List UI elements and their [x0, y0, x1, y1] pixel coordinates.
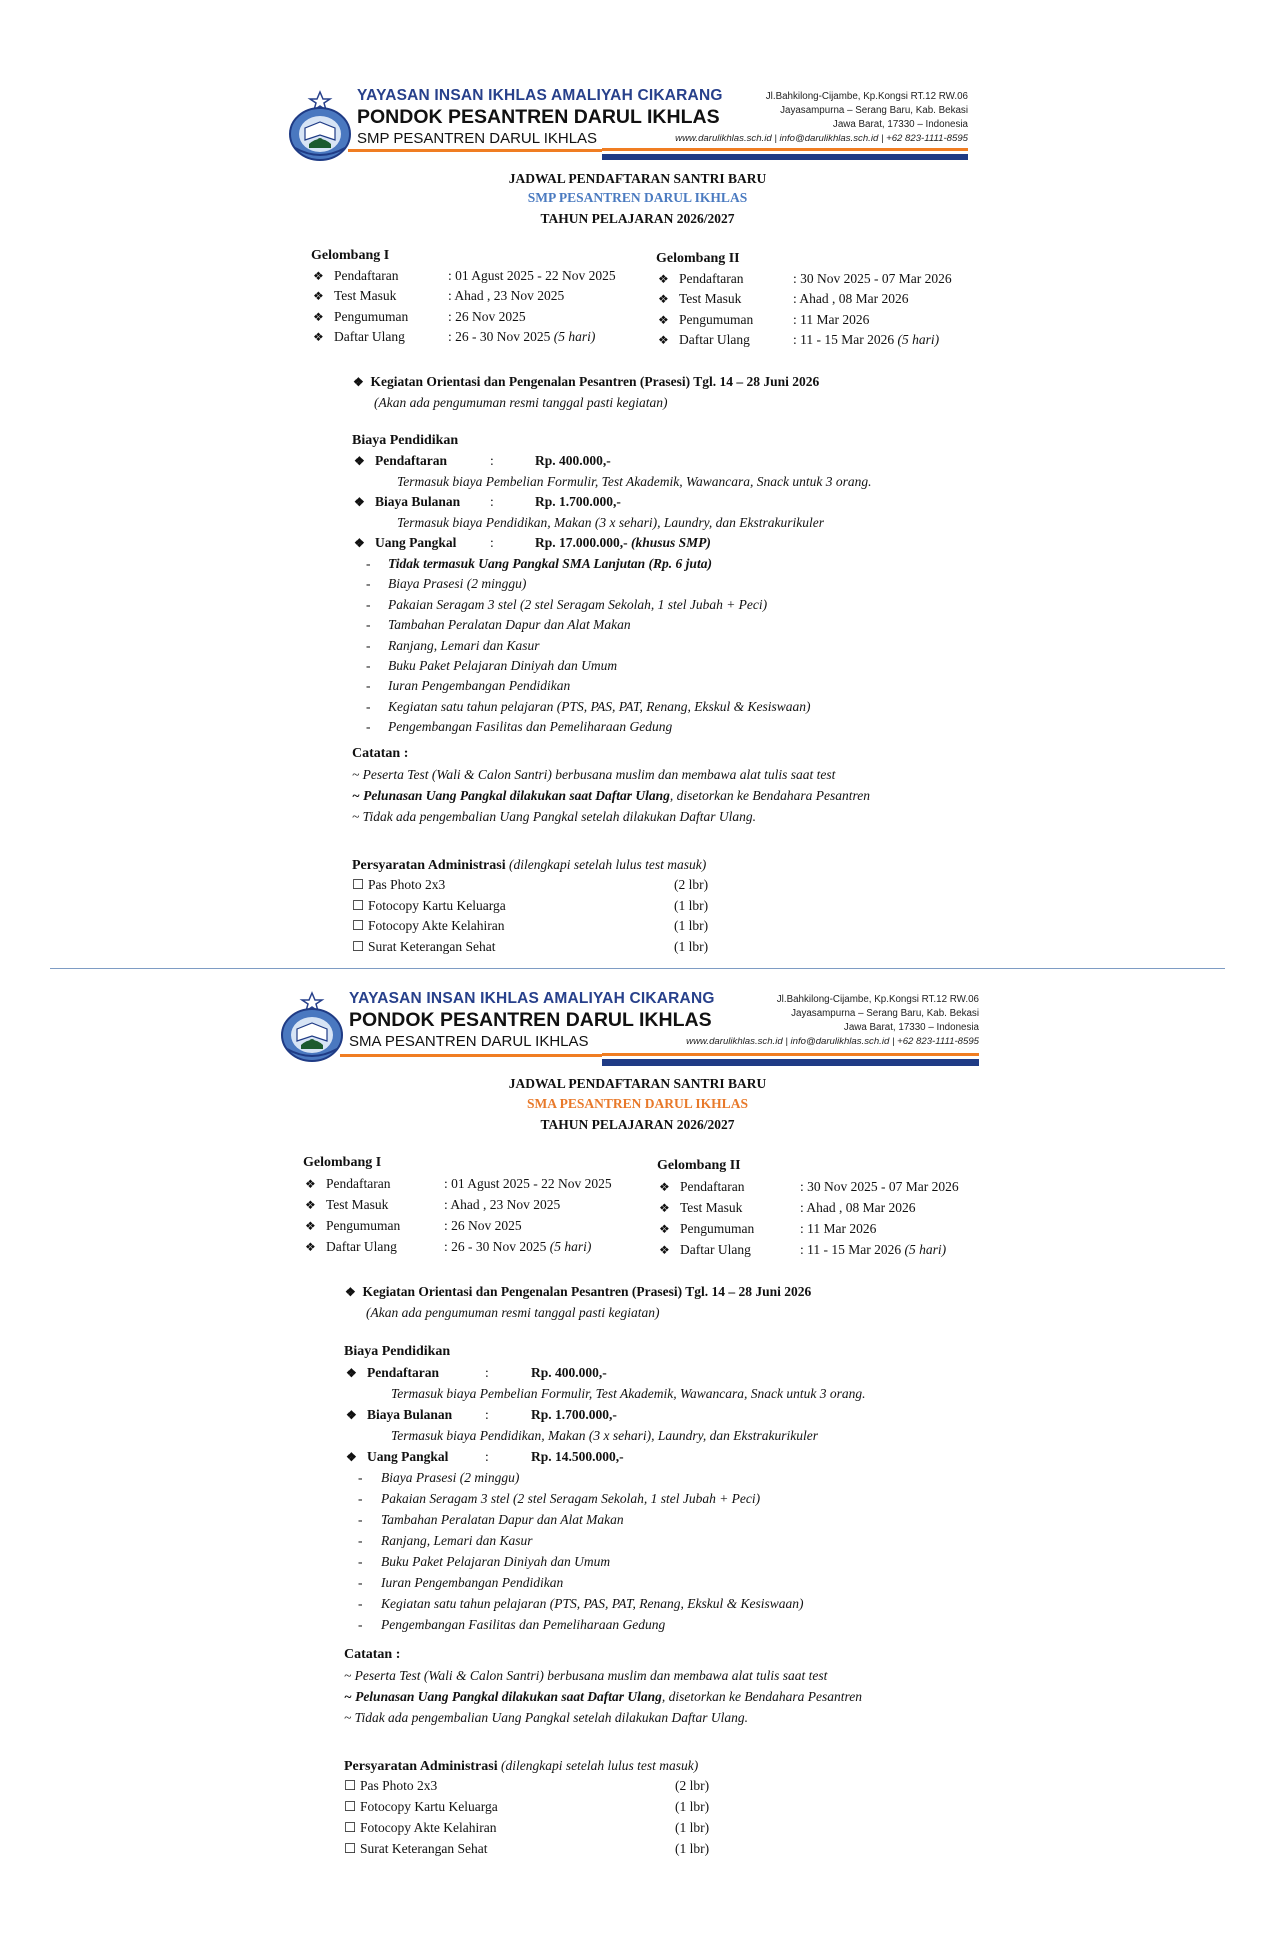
- persyaratan-item-label: Surat Keterangan Sehat: [360, 1841, 488, 1856]
- persyaratan-note: (dilengkapi setelah lulus test masuk): [497, 1758, 699, 1773]
- gelombang2-value-text: : 11 - 15 Mar 2026: [800, 1242, 902, 1257]
- header-bar-orange: [340, 1054, 602, 1057]
- gelombang1-value: : 26 Nov 2025: [448, 309, 526, 324]
- catatan-line3: ~ Tidak ada pengembalian Uang Pangkal setelah dilakukan Daftar Ulang.: [352, 809, 757, 824]
- biaya-bulanan-label: Biaya Bulanan: [367, 1407, 453, 1422]
- diamond-bullet-icon: ❖: [354, 495, 365, 509]
- persyaratan-note: (dilengkapi setelah lulus test masuk): [505, 857, 707, 872]
- persyaratan-item-label: Fotocopy Kartu Keluarga: [368, 898, 506, 913]
- persyaratan-item-label: Surat Keterangan Sehat: [368, 939, 496, 954]
- gelombang1-row: [313, 268, 324, 284]
- page-divider: [50, 968, 1225, 969]
- checkbox-icon: ☐: [344, 1778, 357, 1793]
- persyaratan-item-label: Fotocopy Akte Kelahiran: [368, 918, 505, 933]
- checkbox-icon: ☐: [344, 1820, 357, 1835]
- list-dash: -: [366, 658, 371, 673]
- list-item: Pengembangan Fasilitas dan Pemeliharaan Gedung: [388, 719, 673, 734]
- list-dash: -: [358, 1596, 363, 1611]
- biaya-pangkal-amount: Rp. 14.500.000,-: [531, 1449, 624, 1464]
- persyaratan-heading: Persyaratan Administrasi: [352, 858, 506, 873]
- gelombang2-row: [659, 1242, 670, 1258]
- gelombang1-row: [305, 1197, 316, 1213]
- gelombang1-value-text: : 26 - 30 Nov 2025: [448, 329, 551, 344]
- biaya-bulanan-amount: Rp. 1.700.000,-: [535, 494, 621, 509]
- biaya-pendaftaran-desc: Termasuk biaya Pembelian Formulir, Test Akademik, Wawancara, Snack untuk 3 orang.: [397, 474, 872, 489]
- gelombang1-label: Pendaftaran: [334, 268, 399, 283]
- gelombang1-note: (5 hari): [553, 329, 596, 344]
- checkbox-icon: ☐: [352, 877, 365, 892]
- address-line1: Jl.Bahkilong-Cijambe, Kp.Kongsi RT.12 RW.06: [776, 994, 979, 1005]
- address-line2: Jayasampurna – Serang Baru, Kab. Bekasi: [780, 105, 968, 116]
- persyaratan-item-qty: (1 lbr): [674, 918, 709, 933]
- doc-title-line1: JADWAL PENDAFTARAN SANTRI BARU: [508, 171, 767, 186]
- biaya-pangkal-label: Uang Pangkal: [375, 535, 457, 550]
- list-item: Iuran Pengembangan Pendidikan: [388, 678, 571, 693]
- diamond-bullet-icon: ❖: [346, 1450, 357, 1464]
- biaya-pendaftaran-desc: Termasuk biaya Pembelian Formulir, Test Akademik, Wawancara, Snack untuk 3 orang.: [391, 1386, 866, 1401]
- gelombang2-row: [659, 1200, 670, 1216]
- diamond-bullet-icon: ❖: [353, 375, 364, 389]
- diamond-bullet-icon: ❖: [659, 1201, 670, 1215]
- diamond-bullet-icon: ❖: [658, 333, 669, 347]
- orientasi-text: Kegiatan Orientasi dan Pengenalan Pesantren (Prasesi) Tgl. 14 – 28 Juni 2026: [362, 1284, 812, 1299]
- diamond-bullet-icon: ❖: [354, 454, 365, 468]
- diamond-bullet-icon: ❖: [658, 313, 669, 327]
- list-item: Tidak termasuk Uang Pangkal SMA Lanjutan (Rp. 6 juta): [388, 556, 712, 571]
- gelombang2-value: : Ahad , 08 Mar 2026: [800, 1200, 916, 1215]
- header-bar-orange: [348, 149, 602, 152]
- list-item: Pakaian Seragam 3 stel (2 stel Seragam Sekolah, 1 stel Jubah + Peci): [388, 597, 768, 612]
- org-line2: PONDOK PESANTREN DARUL IKHLAS: [349, 1009, 712, 1031]
- address-line3: Jawa Barat, 17330 – Indonesia: [832, 119, 968, 130]
- org-line3: SMP PESANTREN DARUL IKHLAS: [357, 130, 598, 147]
- list-dash: -: [358, 1512, 363, 1527]
- org-line3: SMA PESANTREN DARUL IKHLAS: [349, 1033, 589, 1050]
- gelombang1-value: : 01 Agust 2025 - 22 Nov 2025: [448, 268, 616, 283]
- address-line2: Jayasampurna – Serang Baru, Kab. Bekasi: [791, 1008, 979, 1019]
- gelombang2-value: : Ahad , 08 Mar 2026: [793, 291, 909, 306]
- list-item: Pengembangan Fasilitas dan Pemeliharaan Gedung: [381, 1617, 666, 1632]
- biaya-pendaftaran-amount: Rp. 400.000,-: [535, 453, 611, 468]
- list-item: Kegiatan satu tahun pelajaran (PTS, PAS, PAT, Renang, Ekskul & Kesiswaan): [388, 699, 811, 714]
- diamond-bullet-icon: ❖: [345, 1285, 356, 1299]
- gelombang2-value: : 11 Mar 2026: [793, 312, 870, 327]
- gelombang1-label: Test Masuk: [326, 1197, 389, 1212]
- gelombang1-heading: Gelombang I: [311, 248, 390, 263]
- gelombang2-row: [659, 1179, 670, 1195]
- list-item: Biaya Prasesi (2 minggu): [388, 576, 527, 591]
- contact-line: www.darulikhlas.sch.id | info@darulikhlas.sch.id | +62 823-1111-8595: [686, 1036, 979, 1047]
- catatan-line1: ~ Peserta Test (Wali & Calon Santri) berbusana muslim dan membawa alat tulis saat test: [352, 767, 836, 782]
- biaya-pendaftaran-amount: Rp. 400.000,-: [531, 1365, 607, 1380]
- gelombang2-label: Daftar Ulang: [680, 1242, 751, 1257]
- biaya-pendaftaran-label: Pendaftaran: [367, 1365, 439, 1380]
- list-dash: -: [366, 638, 371, 653]
- catatan-line2-bold: ~ Pelunasan Uang Pangkal dilakukan saat Daftar Ulang: [344, 1689, 662, 1704]
- gelombang1-value: [444, 1239, 591, 1255]
- biaya-pendaftaran-colon: :: [490, 453, 494, 468]
- biaya-pangkal-amount-wrap: [535, 535, 711, 551]
- gelombang1-value: : 01 Agust 2025 - 22 Nov 2025: [444, 1176, 612, 1191]
- list-dash: -: [358, 1617, 363, 1632]
- doc-title-line2: SMP PESANTREN DARUL IKHLAS: [527, 190, 748, 205]
- gelombang2-note: (5 hari): [897, 332, 940, 347]
- org-line1: YAYASAN INSAN IKHLAS AMALIYAH CIKARANG: [349, 990, 715, 1007]
- school-logo-emblem: [287, 88, 353, 164]
- gelombang1-label: Pengumuman: [334, 309, 409, 324]
- list-item: Tambahan Peralatan Dapur dan Alat Makan: [388, 617, 631, 632]
- diamond-bullet-icon: ❖: [658, 292, 669, 306]
- gelombang2-heading: Gelombang II: [657, 1158, 741, 1173]
- list-item: Kegiatan satu tahun pelajaran (PTS, PAS, PAT, Renang, Ekskul & Kesiswaan): [381, 1596, 804, 1611]
- biaya-bulanan-label: Biaya Bulanan: [375, 494, 461, 509]
- diamond-bullet-icon: ❖: [659, 1243, 670, 1257]
- diamond-bullet-icon: ❖: [659, 1222, 670, 1236]
- diamond-bullet-icon: ❖: [305, 1198, 316, 1212]
- gelombang1-label: Daftar Ulang: [326, 1239, 397, 1254]
- list-dash: -: [358, 1470, 363, 1485]
- biaya-pangkal-amount: Rp. 17.000.000,-: [535, 535, 628, 550]
- catatan-line3: ~ Tidak ada pengembalian Uang Pangkal setelah dilakukan Daftar Ulang.: [344, 1710, 749, 1725]
- list-dash: -: [366, 597, 371, 612]
- gelombang2-label: Pengumuman: [680, 1221, 755, 1236]
- list-dash: -: [366, 556, 371, 571]
- gelombang2-row: [658, 271, 669, 287]
- persyaratan-heading: Persyaratan Administrasi: [344, 1759, 498, 1774]
- gelombang1-value-text: : 26 - 30 Nov 2025: [444, 1239, 547, 1254]
- gelombang2-row: [659, 1221, 670, 1237]
- gelombang2-label: Pendaftaran: [679, 271, 744, 286]
- biaya-pendaftaran-row: [354, 453, 365, 469]
- list-dash: -: [366, 617, 371, 632]
- gelombang2-label: Test Masuk: [680, 1200, 743, 1215]
- diamond-bullet-icon: ❖: [305, 1177, 316, 1191]
- persyaratan-item-qty: (2 lbr): [675, 1778, 710, 1793]
- gelombang1-value: [448, 329, 595, 345]
- gelombang1-note: (5 hari): [549, 1239, 592, 1254]
- diamond-bullet-icon: ❖: [659, 1180, 670, 1194]
- persyaratan-item-label: Pas Photo 2x3: [368, 877, 446, 892]
- orientasi-line: [345, 1284, 811, 1300]
- gelombang1-label: Test Masuk: [334, 288, 397, 303]
- address-line3: Jawa Barat, 17330 – Indonesia: [843, 1022, 979, 1033]
- biaya-bulanan-amount: Rp. 1.700.000,-: [531, 1407, 617, 1422]
- checkbox-icon: ☐: [352, 918, 365, 933]
- doc-title-line1: JADWAL PENDAFTARAN SANTRI BARU: [508, 1076, 767, 1091]
- persyaratan-heading-row: [344, 1757, 698, 1775]
- persyaratan-item-qty: (1 lbr): [675, 1820, 710, 1835]
- school-logo-emblem: [279, 989, 345, 1065]
- biaya-pangkal-row: [354, 535, 365, 551]
- gelombang2-label: Test Masuk: [679, 291, 742, 306]
- gelombang1-row: [305, 1218, 316, 1234]
- header-bar-blue: [602, 1059, 979, 1066]
- gelombang2-value: : 11 Mar 2026: [800, 1221, 877, 1236]
- catatan-line2: [352, 788, 870, 804]
- list-item: Buku Paket Pelajaran Diniyah dan Umum: [381, 1554, 611, 1569]
- gelombang1-row: [313, 329, 324, 345]
- diamond-bullet-icon: ❖: [354, 536, 365, 550]
- gelombang2-value-text: : 11 - 15 Mar 2026: [793, 332, 895, 347]
- catatan-line1: ~ Peserta Test (Wali & Calon Santri) berbusana muslim dan membawa alat tulis saat test: [344, 1668, 828, 1683]
- gelombang2-label: Pendaftaran: [680, 1179, 745, 1194]
- gelombang2-value: [793, 332, 939, 348]
- biaya-pangkal-extra: (khusus SMP): [627, 535, 711, 550]
- list-dash: -: [366, 678, 371, 693]
- persyaratan-item-qty: (1 lbr): [674, 939, 709, 954]
- catatan-line2-bold: ~ Pelunasan Uang Pangkal dilakukan saat Daftar Ulang: [352, 788, 670, 803]
- list-dash: -: [358, 1554, 363, 1569]
- org-line2: PONDOK PESANTREN DARUL IKHLAS: [357, 106, 720, 128]
- biaya-bulanan-desc: Termasuk biaya Pendidikan, Makan (3 x sehari), Laundry, dan Ekstrakurikuler: [391, 1428, 818, 1443]
- persyaratan-item-qty: (1 lbr): [675, 1799, 710, 1814]
- persyaratan-item-qty: (2 lbr): [674, 877, 709, 892]
- gelombang2-value: [800, 1242, 946, 1258]
- diamond-bullet-icon: ❖: [305, 1240, 316, 1254]
- diamond-bullet-icon: ❖: [346, 1366, 357, 1380]
- persyaratan-heading-row: [352, 856, 706, 874]
- list-dash: -: [358, 1491, 363, 1506]
- list-dash: -: [366, 699, 371, 714]
- orientasi-note: (Akan ada pengumuman resmi tanggal pasti kegiatan): [366, 1305, 660, 1320]
- persyaratan-item-qty: (1 lbr): [674, 898, 709, 913]
- list-item: Ranjang, Lemari dan Kasur: [381, 1533, 533, 1548]
- list-item: Ranjang, Lemari dan Kasur: [388, 638, 540, 653]
- gelombang1-label: Pendaftaran: [326, 1176, 391, 1191]
- diamond-bullet-icon: ❖: [313, 330, 324, 344]
- org-line1: YAYASAN INSAN IKHLAS AMALIYAH CIKARANG: [357, 87, 723, 104]
- catatan-heading: Catatan :: [344, 1647, 401, 1662]
- gelombang2-label: Pengumuman: [679, 312, 754, 327]
- gelombang2-note: (5 hari): [904, 1242, 947, 1257]
- gelombang1-value: : Ahad , 23 Nov 2025: [448, 288, 565, 303]
- biaya-heading: Biaya Pendidikan: [344, 1344, 451, 1359]
- biaya-bulanan-colon: :: [485, 1407, 489, 1422]
- diamond-bullet-icon: ❖: [346, 1408, 357, 1422]
- list-dash: -: [366, 719, 371, 734]
- gelombang2-heading: Gelombang II: [656, 251, 740, 266]
- header-bar-blue: [602, 154, 968, 160]
- gelombang1-row: [305, 1176, 316, 1192]
- biaya-pangkal-amount-wrap: [531, 1449, 624, 1465]
- persyaratan-item-label: Pas Photo 2x3: [360, 1778, 438, 1793]
- gelombang1-value: : 26 Nov 2025: [444, 1218, 522, 1233]
- checkbox-icon: ☐: [344, 1841, 357, 1856]
- list-dash: -: [366, 576, 371, 591]
- catatan-line2-rest: , disetorkan ke Bendahara Pesantren: [661, 1689, 862, 1704]
- gelombang2-value: : 30 Nov 2025 - 07 Mar 2026: [793, 271, 952, 286]
- diamond-bullet-icon: ❖: [313, 289, 324, 303]
- biaya-pangkal-row: [346, 1449, 357, 1465]
- gelombang2-row: [658, 291, 669, 307]
- contact-line: www.darulikhlas.sch.id | info@darulikhlas.sch.id | +62 823-1111-8595: [675, 133, 968, 144]
- list-item: Iuran Pengembangan Pendidikan: [381, 1575, 564, 1590]
- catatan-line2-rest: , disetorkan ke Bendahara Pesantren: [669, 788, 870, 803]
- list-item: Buku Paket Pelajaran Diniyah dan Umum: [388, 658, 618, 673]
- persyaratan-item-qty: (1 lbr): [675, 1841, 710, 1856]
- orientasi-text: Kegiatan Orientasi dan Pengenalan Pesantren (Prasesi) Tgl. 14 – 28 Juni 2026: [370, 374, 820, 389]
- persyaratan-item-label: Fotocopy Akte Kelahiran: [360, 1820, 497, 1835]
- gelombang1-heading: Gelombang I: [303, 1155, 382, 1170]
- biaya-bulanan-row: [354, 494, 365, 510]
- biaya-bulanan-colon: :: [490, 494, 494, 509]
- biaya-pangkal-label: Uang Pangkal: [367, 1449, 449, 1464]
- diamond-bullet-icon: ❖: [313, 269, 324, 283]
- diamond-bullet-icon: ❖: [658, 272, 669, 286]
- header-bar-orange-thin: [602, 148, 968, 151]
- persyaratan-item-label: Fotocopy Kartu Keluarga: [360, 1799, 498, 1814]
- header-bar-orange-thin: [602, 1053, 979, 1056]
- biaya-bulanan-desc: Termasuk biaya Pendidikan, Makan (3 x sehari), Laundry, dan Ekstrakurikuler: [397, 515, 824, 530]
- gelombang1-row: [313, 288, 324, 304]
- catatan-line2: [344, 1689, 862, 1705]
- doc-title-line3: TAHUN PELAJARAN 2026/2027: [540, 1117, 735, 1132]
- doc-title-line2: SMA PESANTREN DARUL IKHLAS: [527, 1096, 748, 1111]
- gelombang2-value: : 30 Nov 2025 - 07 Mar 2026: [800, 1179, 959, 1194]
- biaya-heading: Biaya Pendidikan: [352, 433, 459, 448]
- gelombang1-label: Daftar Ulang: [334, 329, 405, 344]
- diamond-bullet-icon: ❖: [313, 310, 324, 324]
- gelombang1-row: [313, 309, 324, 325]
- biaya-pangkal-colon: :: [485, 1449, 489, 1464]
- checkbox-icon: ☐: [352, 898, 365, 913]
- gelombang1-row: [305, 1239, 316, 1255]
- list-item: Biaya Prasesi (2 minggu): [381, 1470, 520, 1485]
- biaya-pangkal-colon: :: [490, 535, 494, 550]
- biaya-bulanan-row: [346, 1407, 357, 1423]
- doc-title-line3: TAHUN PELAJARAN 2026/2027: [540, 211, 735, 226]
- checkbox-icon: ☐: [344, 1799, 357, 1814]
- biaya-pendaftaran-label: Pendaftaran: [375, 453, 447, 468]
- biaya-pendaftaran-colon: :: [485, 1365, 489, 1380]
- gelombang1-label: Pengumuman: [326, 1218, 401, 1233]
- diamond-bullet-icon: ❖: [305, 1219, 316, 1233]
- list-dash: -: [358, 1533, 363, 1548]
- list-item: Pakaian Seragam 3 stel (2 stel Seragam Sekolah, 1 stel Jubah + Peci): [381, 1491, 761, 1506]
- catatan-heading: Catatan :: [352, 746, 409, 761]
- address-line1: Jl.Bahkilong-Cijambe, Kp.Kongsi RT.12 RW.06: [765, 91, 968, 102]
- list-item: Tambahan Peralatan Dapur dan Alat Makan: [381, 1512, 624, 1527]
- gelombang2-row: [658, 312, 669, 328]
- gelombang2-label: Daftar Ulang: [679, 332, 750, 347]
- list-dash: -: [358, 1575, 363, 1590]
- checkbox-icon: ☐: [352, 939, 365, 954]
- orientasi-line: [353, 374, 819, 390]
- gelombang1-value: : Ahad , 23 Nov 2025: [444, 1197, 561, 1212]
- orientasi-note: (Akan ada pengumuman resmi tanggal pasti kegiatan): [374, 395, 668, 410]
- biaya-pendaftaran-row: [346, 1365, 357, 1381]
- gelombang2-row: [658, 332, 669, 348]
